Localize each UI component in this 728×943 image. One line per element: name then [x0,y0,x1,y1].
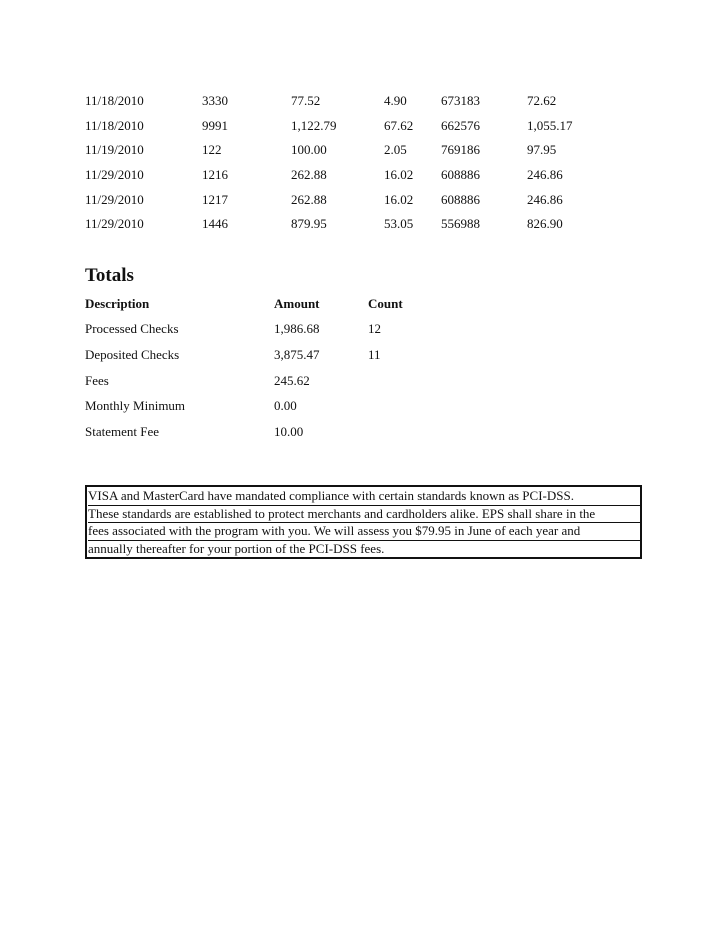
tx-fee: 2.05 [384,142,407,158]
totals-table [85,291,428,445]
totals-description: Statement Fee [85,423,160,439]
pci-dss-notice [85,485,642,559]
tx-amount: 262.88 [291,167,327,183]
header-description: Description [85,295,150,311]
totals-count: 12 [368,321,381,337]
transactions-table [85,89,607,237]
totals-heading: Totals [85,265,134,286]
tx-fee: 16.02 [384,191,414,207]
totals-amount: 245.62 [274,372,310,388]
tx-check-number: 1217 [202,191,228,207]
table-row [85,317,428,343]
totals-header-row [85,291,428,317]
notice-line: annually thereafter for your portion of the PCI-DSS fees. [88,540,385,556]
tx-reference: 662576 [441,117,480,133]
tx-date: 11/29/2010 [85,216,144,232]
tx-amount: 262.88 [291,191,327,207]
totals-description: Processed Checks [85,321,179,337]
tx-fee: 4.90 [384,93,407,109]
totals-description: Fees [85,372,109,388]
totals-amount: 3,875.47 [274,346,320,362]
table-row [85,342,428,368]
table-row [85,114,607,139]
notice-line: These standards are established to protect merchants and cardholders alike. EPS shall share in the [88,506,640,524]
tx-date: 11/29/2010 [85,191,144,207]
tx-date: 11/18/2010 [85,117,144,133]
tx-check-number: 9991 [202,117,228,133]
notice-line: VISA and MasterCard have mandated compliance with certain standards known as PCI-DSS. [88,488,640,506]
totals-count [368,419,428,445]
tx-net: 1,055.17 [527,117,573,133]
table-row [85,163,607,188]
totals-description: Deposited Checks [85,346,180,362]
tx-net: 72.62 [527,93,557,109]
totals-description: Monthly Minimum [85,398,186,414]
totals-count [368,393,428,419]
tx-amount: 879.95 [291,216,327,232]
table-row [85,393,428,419]
tx-reference: 608886 [441,191,480,207]
tx-check-number: 1446 [202,216,228,232]
notice-line: fees associated with the program with you. We will assess you $79.95 in June of each year and [88,523,640,541]
tx-reference: 608886 [441,167,480,183]
tx-fee: 53.05 [384,216,414,232]
tx-fee: 67.62 [384,117,414,133]
totals-count [368,368,428,394]
tx-fee: 16.02 [384,167,414,183]
totals-amount: 1,986.68 [274,321,320,337]
table-row [85,89,607,114]
tx-reference: 556988 [441,216,480,232]
tx-reference: 769186 [441,142,480,158]
tx-net: 246.86 [527,191,563,207]
totals-amount: 10.00 [274,423,304,439]
tx-amount: 100.00 [291,142,327,158]
tx-net: 246.86 [527,167,563,183]
tx-reference: 673183 [441,93,480,109]
totals-count: 11 [368,346,381,362]
tx-amount: 77.52 [291,93,321,109]
table-row [85,368,428,394]
totals-amount: 0.00 [274,398,297,414]
table-row [85,419,428,445]
tx-date: 11/18/2010 [85,93,144,109]
tx-net: 826.90 [527,216,563,232]
tx-date: 11/29/2010 [85,167,144,183]
header-amount: Amount [274,295,320,311]
tx-check-number: 1216 [202,167,228,183]
table-row [85,138,607,163]
tx-check-number: 122 [202,142,222,158]
header-count: Count [368,295,403,311]
tx-date: 11/19/2010 [85,142,144,158]
tx-net: 97.95 [527,142,557,158]
table-row [85,212,607,237]
tx-amount: 1,122.79 [291,117,337,133]
tx-check-number: 3330 [202,93,228,109]
table-row [85,187,607,212]
